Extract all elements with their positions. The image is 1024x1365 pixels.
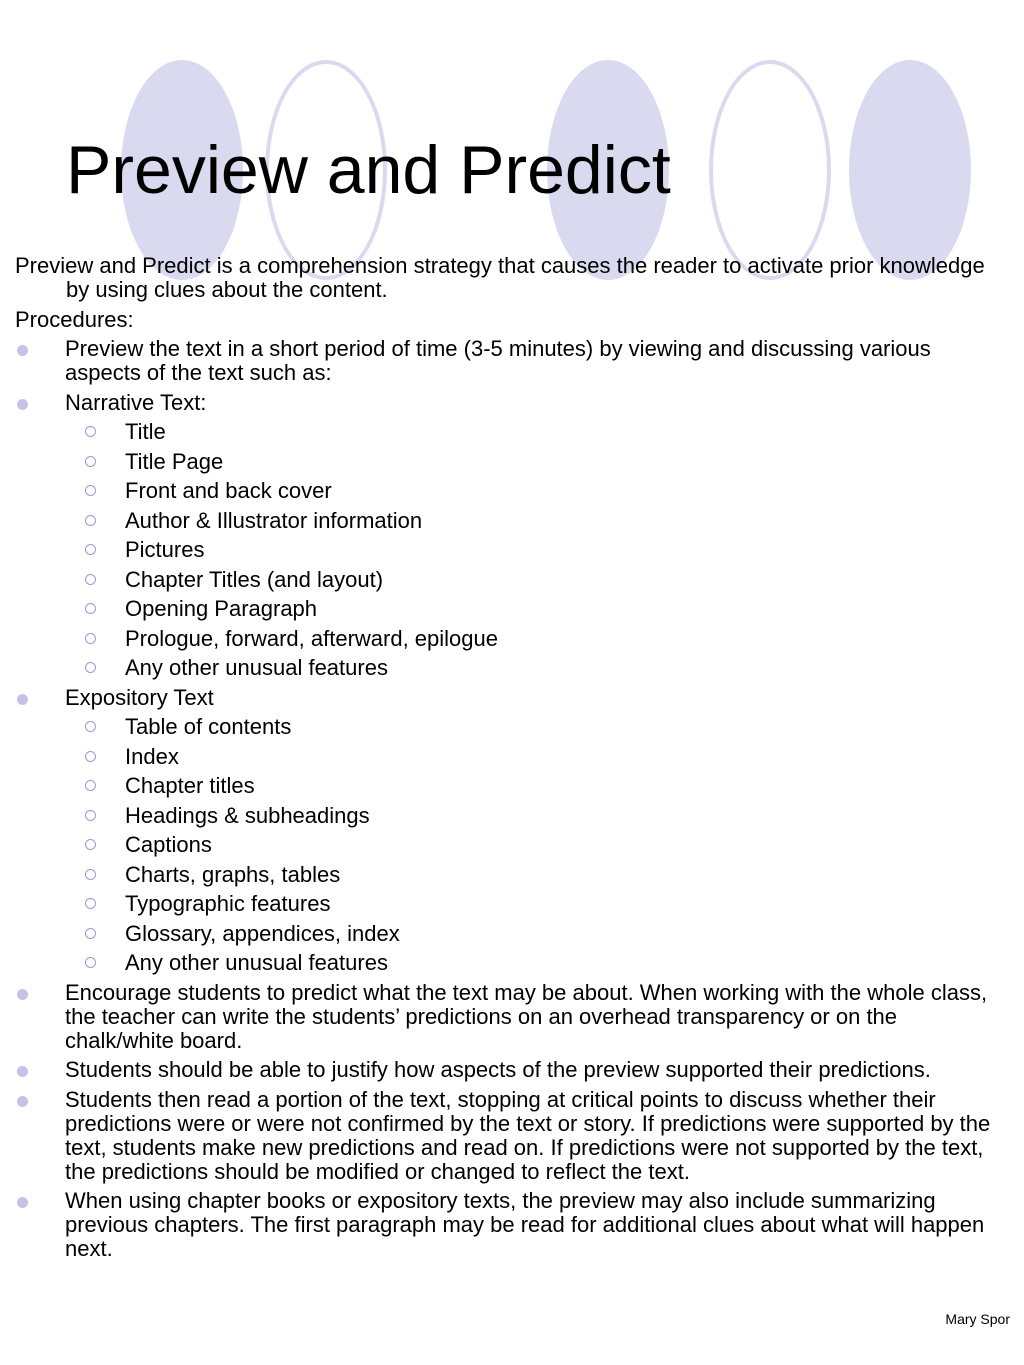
list-item: Glossary, appendices, index bbox=[0, 922, 1010, 946]
list-item: Captions bbox=[0, 833, 1010, 857]
list-item: Table of contents bbox=[0, 715, 1010, 739]
list-item: Title bbox=[0, 420, 1010, 444]
oval-decoration bbox=[709, 60, 831, 280]
ring-bullet-icon bbox=[85, 603, 96, 614]
oval-decoration bbox=[849, 60, 971, 280]
ring-bullet-icon bbox=[85, 662, 96, 673]
list-item: Charts, graphs, tables bbox=[0, 863, 1010, 887]
bullet-text: Encourage students to predict what the text may be about. When working with the whole class, the teacher can write the students’ predictions on an overhead transparency or on the chalk/white board. bbox=[65, 979, 988, 1053]
bullet-dot-icon bbox=[17, 989, 28, 1000]
ring-bullet-icon bbox=[85, 869, 96, 880]
ring-bullet-icon bbox=[85, 515, 96, 526]
bullet-dot-icon bbox=[17, 694, 28, 705]
bullet-read-portion bbox=[0, 1088, 1010, 1184]
ring-bullet-icon bbox=[85, 751, 96, 762]
ring-bullet-icon bbox=[85, 928, 96, 939]
procedures-label: Procedures: bbox=[15, 306, 134, 332]
list-item: Opening Paragraph bbox=[0, 597, 1010, 621]
bullet-text: Students should be able to justify how aspects of the preview supported their predictions. bbox=[65, 1057, 931, 1082]
ring-bullet-icon bbox=[85, 957, 96, 968]
list-item: Pictures bbox=[0, 538, 1010, 562]
bullet-text: Preview the text in a short period of time (3-5 minutes) by viewing and discussing various aspects of the text such as: bbox=[65, 336, 931, 385]
ring-bullet-icon bbox=[85, 456, 96, 467]
ring-bullet-icon bbox=[85, 898, 96, 909]
bullet-dot-icon bbox=[17, 345, 28, 356]
ring-bullet-icon bbox=[85, 810, 96, 821]
bullet-dot-icon bbox=[17, 1066, 28, 1077]
list-item: Index bbox=[0, 745, 1010, 769]
list-item: Title Page bbox=[0, 450, 1010, 474]
bullet-text: Narrative Text: bbox=[65, 389, 207, 415]
list-item: Chapter titles bbox=[0, 774, 1010, 798]
bullet-dot-icon bbox=[17, 1096, 28, 1107]
ring-bullet-icon bbox=[85, 426, 96, 437]
list-item: Any other unusual features bbox=[0, 656, 1010, 680]
ring-bullet-icon bbox=[85, 633, 96, 644]
bullet-chapter-books bbox=[0, 1189, 1010, 1261]
footer-author: Mary Spor bbox=[945, 1311, 1010, 1327]
slide-body bbox=[0, 254, 1010, 1267]
intro-paragraph: Preview and Predict is a comprehension strategy that causes the reader to activate prior knowledge by using clues about the content. bbox=[15, 253, 985, 302]
bullet-expository bbox=[0, 686, 1010, 710]
ring-bullet-icon bbox=[85, 485, 96, 496]
list-item: Chapter Titles (and layout) bbox=[0, 568, 1010, 592]
ring-bullet-icon bbox=[85, 721, 96, 732]
ring-bullet-icon bbox=[85, 544, 96, 555]
list-item: Any other unusual features bbox=[0, 951, 1010, 975]
list-item: Headings & subheadings bbox=[0, 804, 1010, 828]
ring-bullet-icon bbox=[85, 839, 96, 850]
list-item: Front and back cover bbox=[0, 479, 1010, 503]
bullet-dot-icon bbox=[17, 399, 28, 410]
list-item: Prologue, forward, afterward, epilogue bbox=[0, 627, 1010, 651]
bullet-dot-icon bbox=[17, 1197, 28, 1208]
bullet-text: When using chapter books or expository texts, the preview may also include summarizing previous chapters. The first paragraph may be read for additional clues about what will happen next. bbox=[65, 1188, 985, 1261]
bullet-narrative bbox=[0, 391, 1010, 415]
bullet-justify bbox=[0, 1058, 1010, 1082]
ring-bullet-icon bbox=[85, 780, 96, 791]
ring-bullet-icon bbox=[85, 574, 96, 585]
bullet-encourage bbox=[0, 981, 1010, 1053]
bullet-text: Students then read a portion of the text, stopping at critical points to discuss whether their predictions were or were not confirmed by the text or story. If predictions were supported by the text, students make new predictions and read on. If predictions were not supported by the text, the predictions should be modified or changed to reflect the text. bbox=[65, 1086, 991, 1184]
slide-title: Preview and Predict bbox=[66, 132, 671, 208]
bullet-preview bbox=[0, 337, 1010, 385]
list-item: Typographic features bbox=[0, 892, 1010, 916]
bullet-text: Expository Text bbox=[65, 684, 214, 710]
expository-list bbox=[0, 715, 1010, 975]
narrative-list bbox=[0, 420, 1010, 680]
list-item: Author & Illustrator information bbox=[0, 509, 1010, 533]
